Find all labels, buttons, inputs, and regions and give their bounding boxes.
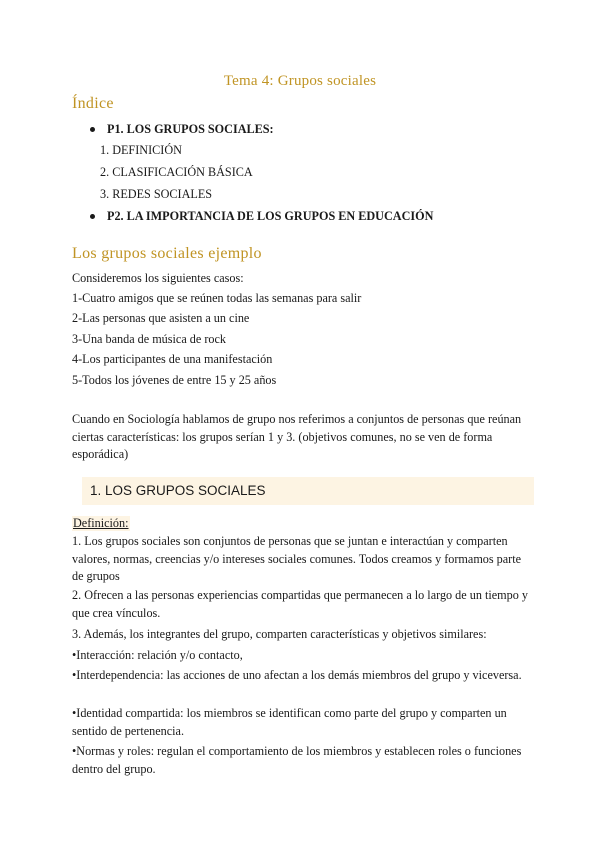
- characteristic-item: •Interdependencia: las acciones de uno afectan a los demás miembros del grupo y viceversa.: [72, 668, 522, 682]
- characteristic-item: •Identidad compartida: los miembros se identifican como parte del grupo y comparten un sentido de pertenencia.: [72, 706, 507, 738]
- example-case: 4-Los participantes de una manifestación: [72, 352, 273, 366]
- example-case: 2-Las personas que asisten a un cine: [72, 311, 250, 325]
- definition-paragraph: 2. Ofrecen a las personas experiencias compartidas que permanecen a lo largo de un tiempo y que crea vínculos.: [72, 588, 528, 620]
- document-title: Tema 4: Grupos sociales: [223, 73, 377, 89]
- definition-paragraph: 1. Los grupos sociales son conjuntos de personas que se juntan e interactúan y comparten valores, normas, creencias y/o intereses sociales comunes. Todos creamos y formamos parte de grupos: [72, 534, 522, 583]
- example-case: 3-Una banda de música de rock: [72, 332, 226, 346]
- section-heading: 1. LOS GRUPOS SOCIALES: [82, 477, 534, 505]
- index-item-p2-label: P2. LA IMPORTANCIA DE LOS GRUPOS EN EDUCACIÓN: [107, 209, 434, 223]
- example-heading: Los grupos sociales ejemplo: [72, 245, 262, 262]
- definition-label: Definición:: [73, 516, 129, 530]
- bullet-icon: [90, 214, 95, 219]
- characteristic-item: •Interacción: relación y/o contacto,: [72, 648, 243, 662]
- index-subitem: 1. DEFINICIÓN: [100, 143, 182, 157]
- characteristic-item: •Normas y roles: regulan el comportamiento de los miembros y establecen roles o funciones dentro del grupo.: [72, 744, 522, 776]
- index-heading: Índice: [72, 95, 114, 112]
- index-item-p1: [90, 122, 274, 137]
- index-subitem: 3. REDES SOCIALES: [100, 187, 213, 201]
- example-case: 5-Todos los jóvenes de entre 15 y 25 años: [72, 373, 277, 387]
- definition-paragraph: 3. Además, los integrantes del grupo, comparten características y objetivos similares:: [72, 627, 487, 641]
- example-intro: Consideremos los siguientes casos:: [72, 271, 244, 285]
- bullet-icon: [90, 127, 95, 132]
- index-subitem: 2. CLASIFICACIÓN BÁSICA: [100, 165, 253, 179]
- index-item-p1-label: P1. LOS GRUPOS SOCIALES:: [107, 122, 274, 136]
- example-case: 1-Cuatro amigos que se reúnen todas las semanas para salir: [72, 291, 362, 305]
- index-item-p2: [90, 209, 433, 224]
- example-paragraph: Cuando en Sociología hablamos de grupo nos referimos a conjuntos de personas que reúnan ciertas características: los grupos serían 1 y 3. (objetivos comunes, no se ven de forma esporádica): [72, 412, 522, 461]
